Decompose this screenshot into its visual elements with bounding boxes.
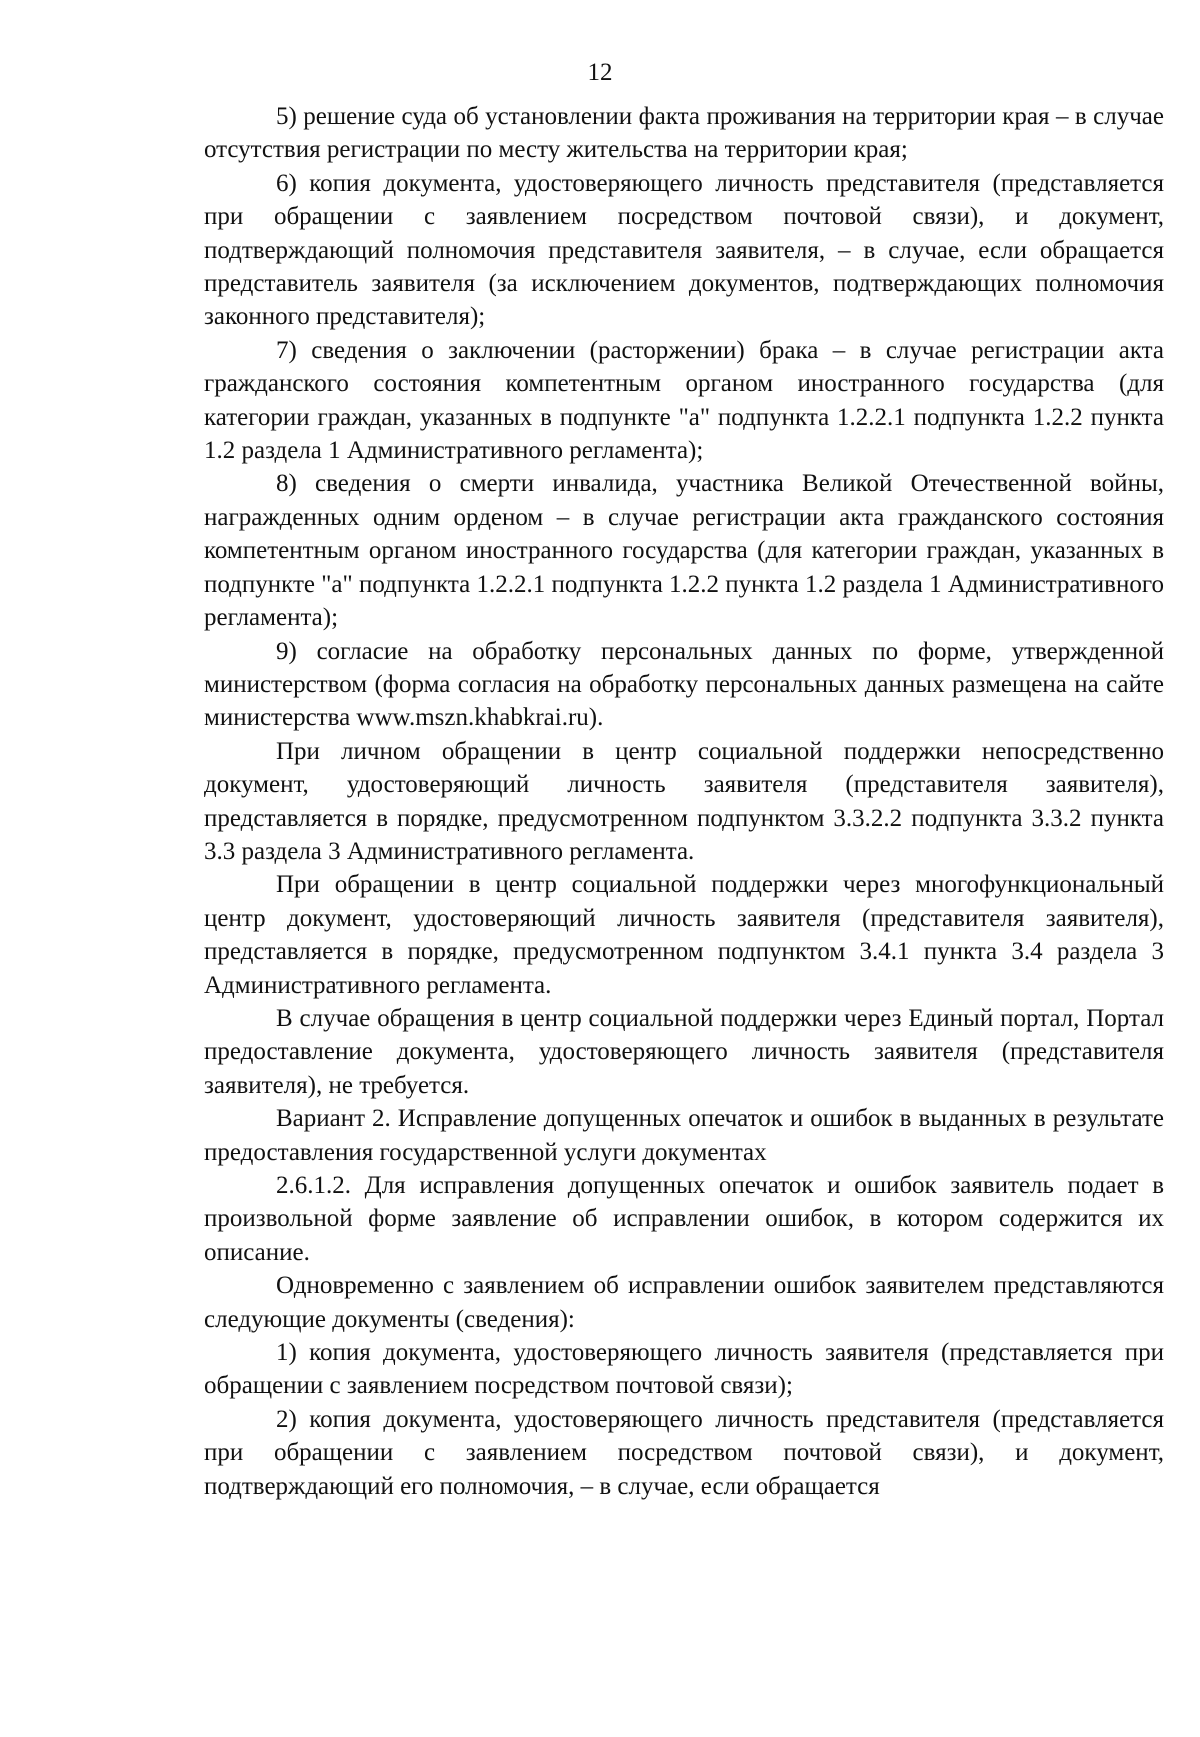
paragraph-doc-item-1: 1) копия документа, удостоверяющего личность заявителя (представляется при обращении с заявлением посредством почтовой связи); — [204, 1339, 1164, 1400]
paragraph-item-6: 6) копия документа, удостоверяющего личность представителя (представляется при обращении с заявлением посредством почтовой связи), и документ, подтверждающий полномочия представителя заявителя, – в случае, если обращается представитель заявителя (за исключением документов, подтверждающих полномочия законного представителя); — [204, 169, 1164, 331]
paragraph-item-9: 9) согласие на обработку персональных данных по форме, утвержденной министерством (форма согласия на обработку персональных данных размещена на сайте министерства www.mszn.khabkrai.ru). — [204, 637, 1164, 732]
paragraph-mfc-visit: При обращении в центр социальной поддержки через многофункциональный центр документ, удостоверяющий личность заявителя (представителя заявителя), представляется в порядке, предусмотренном подпунктом 3.4.1 пункта 3.4 раздела 3 Административного регламента. — [204, 871, 1164, 999]
paragraph-2-6-1-2: 2.6.1.2. Для исправления допущенных опечаток и ошибок заявитель подает в произвольной форме заявление об исправлении ошибок, в котором содержится их описание. — [204, 1172, 1164, 1266]
paragraph-doc-item-2: 2) копия документа, удостоверяющего личность представителя (представляется при обращении с заявлением посредством почтовой связи), и документ, подтверждающий его полномочия, – в случае, если обращается — [204, 1405, 1164, 1500]
paragraph-variant-2-heading: Вариант 2. Исправление допущенных опечаток и ошибок в выданных в результате предоставления государственной услуги документах — [204, 1105, 1164, 1166]
paragraph-item-5: 5) решение суда об установлении факта проживания на территории края – в случае отсутствия регистрации по месту жительства на территории края; — [204, 103, 1164, 164]
paragraph-item-7: 7) сведения о заключении (расторжении) брака – в случае регистрации акта гражданского состояния компетентным органом иностранного государства (для категории граждан, указанных в подпункте "а" подпункта 1.2.2.1 подпункта 1.2.2 пункта 1.2 раздела 1 Административного регламента); — [204, 336, 1164, 465]
paragraph-item-8: 8) сведения о смерти инвалида, участника Великой Отечественной войны, награжденных одним орденом – в случае регистрации акта гражданского состояния компетентным органом иностранного государства (для категории граждан, указанных в подпункте "а" подпункта 1.2.2.1 подпункта 1.2.2 пункта 1.2 раздела 1 Административного регламента); — [204, 470, 1164, 632]
document-body — [204, 100, 1164, 1503]
paragraph-portal: В случае обращения в центр социальной поддержки через Единый портал, Портал предоставление документа, удостоверяющего личность заявителя (представителя заявителя), не требуется. — [204, 1004, 1164, 1099]
paragraph-simultaneous-docs: Одновременно с заявлением об исправлении ошибок заявителем представляются следующие документы (сведения): — [204, 1272, 1164, 1333]
paragraph-personal-visit: При личном обращении в центр социальной поддержки непосредственно документ, удостоверяющий личность заявителя (представителя заявителя), представляется в порядке, предусмотренном подпунктом 3.3.2.2 подпункта 3.3.2 пункта 3.3 раздела 3 Административного регламента. — [204, 737, 1164, 865]
page-number: 12 — [587, 59, 613, 86]
